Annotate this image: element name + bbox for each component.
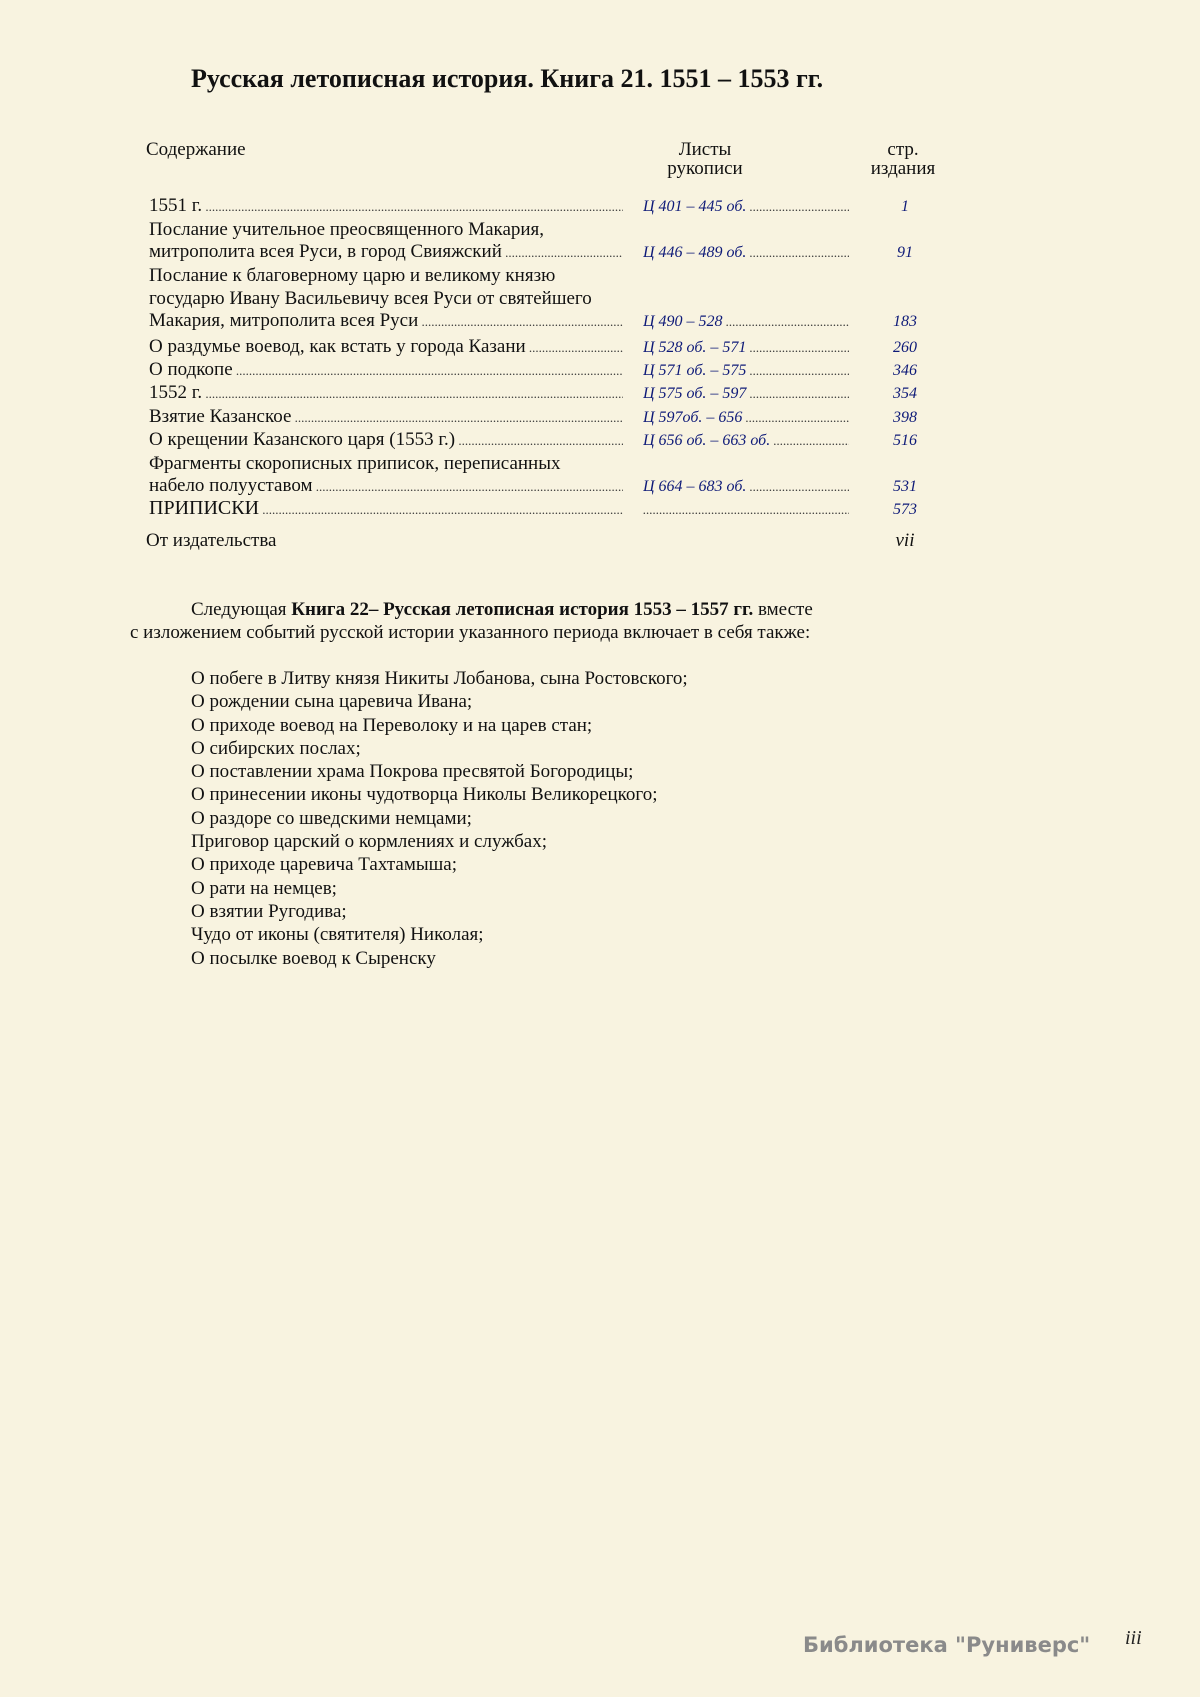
toc-row[interactable] xyxy=(0,475,1200,498)
toc-entry-sheets: Ц 575 об. – 597 ..... xyxy=(643,384,849,404)
toc-row[interactable] xyxy=(0,406,1200,429)
toc-row[interactable] xyxy=(0,310,1200,333)
page-number: iii xyxy=(1125,1627,1142,1649)
toc-row[interactable] xyxy=(0,382,1200,405)
toc-publisher-entry[interactable]: От издательства xyxy=(146,530,277,551)
list-item: О рати на немцев; xyxy=(191,877,337,899)
toc-header-pages-line1: стр. xyxy=(887,139,919,160)
toc-entry-page: 531 xyxy=(893,478,917,495)
toc-entry-title[interactable]: митрополита всея Руси, в город Свияжский ..... xyxy=(149,240,623,264)
toc-entry-title[interactable]: ПРИПИСКИ ..... xyxy=(149,497,623,521)
list-item: О посылке воевод к Сыренску xyxy=(191,947,436,969)
next-book-paragraph xyxy=(130,598,870,644)
list-item: О взятии Ругодива; xyxy=(191,900,347,922)
toc-row[interactable] xyxy=(0,241,1200,264)
toc-entry-page: 516 xyxy=(893,432,917,449)
toc-row[interactable] xyxy=(0,429,1200,452)
toc-entry-page: 573 xyxy=(893,501,917,518)
next-book-line2: с изложением событий русской истории указанного периода включает в себя также: xyxy=(130,622,811,643)
toc-header-pages xyxy=(858,140,948,178)
toc-row[interactable] xyxy=(0,336,1200,359)
list-item: О поставлении храма Покрова пресвятой Богородицы; xyxy=(191,761,634,783)
library-footer: Библиотека "Руниверс" xyxy=(803,1633,1091,1657)
toc-entry-title-line: Послание учительное преосвященного Макария, xyxy=(149,219,545,240)
toc-entry-title-line: Послание к благоверному царю и великому князю xyxy=(149,265,556,286)
toc-entry-page: 183 xyxy=(893,313,917,330)
toc-header-sheets xyxy=(640,140,770,178)
toc-entry-sheets: Ц 490 – 528 ..... xyxy=(643,312,849,332)
list-item: Чудо от иконы (святителя) Николая; xyxy=(191,924,484,946)
list-item: О приходе царевича Тахтамыша; xyxy=(191,854,457,876)
toc-entry-page: 260 xyxy=(893,339,917,356)
toc-entry-title[interactable]: 1552 г. ..... xyxy=(149,381,623,405)
list-item: Приговор царский о кормлениях и службах; xyxy=(191,831,547,853)
toc-entry-sheets: Ц 401 – 445 об. ..... xyxy=(643,197,849,217)
toc-row[interactable] xyxy=(0,498,1200,521)
toc-entry-title[interactable]: О крещении Казанского царя (1553 г.) ..... xyxy=(149,428,623,452)
toc-publisher-page: vii xyxy=(895,530,915,551)
toc-entry-title[interactable]: набело полууставом ..... xyxy=(149,474,623,498)
toc-entry-sheets: Ц 571 об. – 575 ..... xyxy=(643,361,849,381)
toc-entry-title[interactable]: Макария, митрополита всея Руси ..... xyxy=(149,309,623,333)
toc-header-contents-label: Содержание xyxy=(146,139,246,160)
list-item: О рождении сына царевича Ивана; xyxy=(191,691,473,713)
toc-entry-title[interactable]: 1551 г. ..... xyxy=(149,194,623,218)
next-book-after: вместе xyxy=(753,599,813,620)
next-book-includes-list xyxy=(191,667,688,970)
toc-header-contents xyxy=(146,140,246,159)
toc-entry-title[interactable]: О раздумье воевод, как встать у города Казани ..... xyxy=(149,335,623,359)
toc-entry-sheets: Ц 528 об. – 571 ..... xyxy=(643,338,849,358)
toc-entry-title-line: государю Ивану Васильевичу всея Руси от святейшего xyxy=(149,288,592,309)
list-item: О принесении иконы чудотворца Николы Великорецкого; xyxy=(191,784,658,806)
toc-row[interactable] xyxy=(0,195,1200,218)
toc-entry-page: 346 xyxy=(893,362,917,379)
toc-entry-title-line: Фрагменты скорописных приписок, переписанных xyxy=(149,453,561,474)
toc-entry-page: 91 xyxy=(897,244,913,261)
next-book-title: Книга 22– Русская летописная история 1553 – 1557 гг. xyxy=(291,599,754,620)
toc-entry-page: 1 xyxy=(901,198,909,215)
toc-row[interactable] xyxy=(0,359,1200,382)
list-item: О приходе воевод на Переволоку и на царев стан; xyxy=(191,714,593,736)
list-item: О сибирских послах; xyxy=(191,737,361,759)
toc-entry-title[interactable]: Взятие Казанское ..... xyxy=(149,405,623,429)
toc-header-sheets-line1: Листы xyxy=(678,139,732,160)
toc-entry-sheets: Ц 656 об. – 663 об. ..... xyxy=(643,431,849,451)
list-item: О раздоре со шведскими немцами; xyxy=(191,807,472,829)
toc-entry-sheets xyxy=(643,500,849,520)
toc-entry-sheets: Ц 597об. – 656 ..... xyxy=(643,408,849,428)
next-book-intro: Следующая xyxy=(191,599,292,620)
toc-entry-page: 354 xyxy=(893,385,917,402)
toc-header-sheets-line2: рукописи xyxy=(667,158,743,179)
toc-entry-sheets: Ц 446 – 489 об. ..... xyxy=(643,243,849,263)
list-item: О побеге в Литву князя Никиты Лобанова, сына Ростовского; xyxy=(191,668,688,689)
toc-header-pages-line2: издания xyxy=(870,158,936,179)
toc-entry-page: 398 xyxy=(893,409,917,426)
toc-entry-title[interactable]: О подкопе ..... xyxy=(149,358,623,382)
page-title: Русская летописная история. Книга 21. 1551 – 1553 гг. xyxy=(191,64,824,93)
toc-entry-sheets: Ц 664 – 683 об. ..... xyxy=(643,477,849,497)
